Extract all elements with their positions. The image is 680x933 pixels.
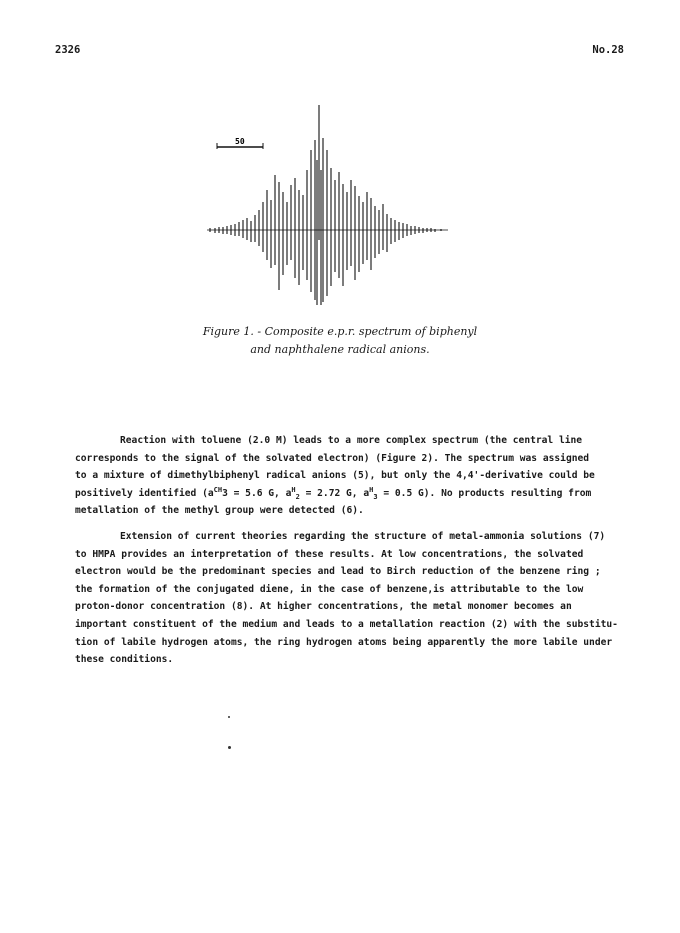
- paragraph-2-line-8: these conditions.: [75, 654, 174, 666]
- paragraph-2-line-5: proton-donor concentration (8). At higher concentrations, the metal monomer becomes an: [75, 601, 572, 613]
- paragraph-2-line-7: tion of labile hydrogen atoms, the ring hydrogen atoms being apparently the more labile under: [75, 636, 613, 648]
- stray-mark: [228, 716, 230, 718]
- scale-bar-label: 50: [235, 137, 245, 146]
- page-number: 2326: [55, 44, 81, 56]
- paragraph-2-line-3: electron would be the predominant species and lead to Birch reduction of the benzene ring ;: [75, 566, 601, 578]
- paragraph-1-line-1: Reaction with toluene (2.0 M) leads to a more complex spectrum (the central line: [120, 435, 583, 446]
- paragraph-1-line-3: to a mixture of dimethylbiphenyl radical anions (5), but only the 4,4'-derivative could be: [75, 470, 595, 482]
- caption-line-2: and naphthalene radical anions.: [250, 343, 430, 356]
- paragraph-2-line-1: Extension of current theories regarding the structure of metal-ammonia solutions (7): [120, 530, 606, 542]
- caption-line-1: Figure 1. - Composite e.p.r. spectrum of biphenyl: [202, 325, 478, 338]
- paragraph-1-line-5: metallation of the methyl group were detected (6).: [75, 505, 364, 517]
- paragraph-2-line-4: the formation of the conjugated diene, in the case of benzene,is attributable to the low: [75, 583, 584, 595]
- paragraph-1-line-2: corresponds to the signal of the solvated electron) (Figure 2). The spectrum was assigned: [75, 452, 590, 464]
- epr-spectrum-figure: [205, 105, 450, 305]
- paragraph-1-line-4: positively identified ($a^{CH}3 = 5.6$ G, $a^H_2 = 2.72$ G, $a^H_3 = 0.5$ G). No products resulting from: [75, 485, 592, 501]
- body-text: [75, 432, 618, 669]
- figure-caption: [0, 323, 680, 359]
- stray-mark: [228, 746, 231, 749]
- spectrum-trace: [207, 105, 448, 305]
- paragraph-2-line-6: important constituent of the medium and leads to a metallation reaction (2) with the substitu-: [75, 618, 618, 630]
- journal-issue: No.28: [592, 44, 624, 56]
- paragraph-2-line-2: to HMPA provides an interpretation of these results. At low concentrations, the solvated: [75, 548, 584, 560]
